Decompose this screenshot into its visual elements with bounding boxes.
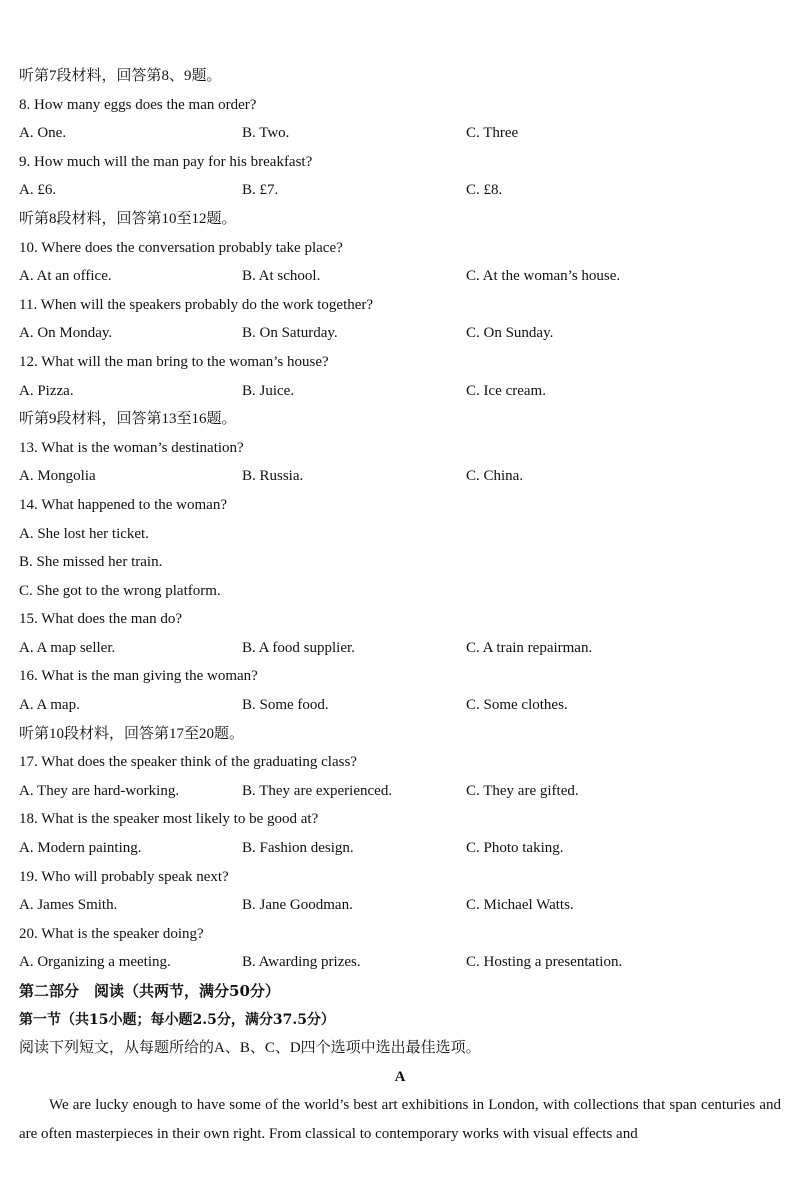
instruction-line xyxy=(19,62,781,91)
question-line xyxy=(19,605,781,634)
question-line-text: 18. What is the speaker most likely to be good at? xyxy=(19,811,319,828)
option-b: B. A food supplier. xyxy=(242,639,355,656)
answer-options-row xyxy=(19,634,781,663)
option-b: B. Some food. xyxy=(242,697,329,714)
question-line-text: A. She lost her ticket. xyxy=(19,525,149,542)
option-c: C. They are gifted. xyxy=(466,782,579,799)
question-line-text: 11. When will the speakers probably do the work together? xyxy=(19,296,374,313)
question-line xyxy=(19,520,781,549)
option-c: C. At the woman’s house. xyxy=(466,268,621,285)
answer-options-row xyxy=(19,834,781,863)
option-c: C. £8. xyxy=(466,182,503,199)
instruction-line xyxy=(19,405,781,434)
answer-options-row xyxy=(19,462,781,491)
answer-options-row xyxy=(19,948,781,977)
answer-options-row xyxy=(19,119,781,148)
option-a: A. James Smith. xyxy=(19,897,118,914)
section-heading-text: 第二部分 阅读（共两节，满分50分） xyxy=(19,982,280,1000)
option-b: B. Two. xyxy=(242,125,290,142)
passage-label xyxy=(19,1063,781,1092)
option-a: A. On Monday. xyxy=(19,325,113,342)
question-line xyxy=(19,148,781,177)
option-b: B. Fashion design. xyxy=(242,840,354,857)
instruction-line-text: 听第10段材料，回答第17至20题。 xyxy=(19,725,245,742)
question-line xyxy=(19,863,781,892)
option-a: A. A map seller. xyxy=(19,639,116,656)
question-line-text: 17. What does the speaker think of the graduating class? xyxy=(19,754,357,771)
question-line xyxy=(19,348,781,377)
option-a: A. A map. xyxy=(19,697,80,714)
question-line xyxy=(19,91,781,120)
question-line xyxy=(19,662,781,691)
option-c: C. China. xyxy=(466,468,524,485)
question-line-text: 12. What will the man bring to the woman’s house? xyxy=(19,353,329,370)
option-c: C. Some clothes. xyxy=(466,697,568,714)
answer-options-row xyxy=(19,262,781,291)
question-line-text: 8. How many eggs does the man order? xyxy=(19,96,257,113)
question-line-text: 10. Where does the conversation probably take place? xyxy=(19,239,343,256)
option-c: C. A train repairman. xyxy=(466,639,593,656)
question-line xyxy=(19,548,781,577)
question-line-text: 14. What happened to the woman? xyxy=(19,496,227,513)
question-line xyxy=(19,920,781,949)
question-line xyxy=(19,291,781,320)
answer-options-row xyxy=(19,891,781,920)
question-line xyxy=(19,234,781,263)
option-b: B. £7. xyxy=(242,182,279,199)
question-line-text: 19. Who will probably speak next? xyxy=(19,868,229,885)
option-a: A. £6. xyxy=(19,182,57,199)
option-c: C. Three xyxy=(466,125,519,142)
question-list xyxy=(19,62,781,1091)
option-a: A. Mongolia xyxy=(19,468,96,485)
subsection-heading xyxy=(19,1006,781,1035)
reading-passage-a xyxy=(19,1091,781,1148)
question-line xyxy=(19,748,781,777)
option-b: B. On Saturday. xyxy=(242,325,338,342)
option-b: B. They are experienced. xyxy=(242,782,393,799)
answer-options-row xyxy=(19,777,781,806)
option-a: A. Modern painting. xyxy=(19,840,142,857)
instruction-line-text: 阅读下列短文，从每题所给的A、B、C、D四个选项中选出最佳选项。 xyxy=(19,1040,481,1057)
answer-options-row xyxy=(19,691,781,720)
question-line xyxy=(19,577,781,606)
question-line-text: C. She got to the wrong platform. xyxy=(19,582,221,599)
option-b: B. At school. xyxy=(242,268,321,285)
instruction-line xyxy=(19,720,781,749)
option-b: B. Juice. xyxy=(242,382,295,399)
option-a: A. At an office. xyxy=(19,268,112,285)
option-c: C. Michael Watts. xyxy=(466,897,574,914)
question-line-text: 9. How much will the man pay for his breakfast? xyxy=(19,153,313,170)
instruction-line xyxy=(19,205,781,234)
option-a: A. They are hard-working. xyxy=(19,782,180,799)
option-b: B. Awarding prizes. xyxy=(242,954,361,971)
option-c: C. Hosting a presentation. xyxy=(466,954,623,971)
question-line-text: 13. What is the woman’s destination? xyxy=(19,439,244,456)
passage-text: We are lucky enough to have some of the world’s best art exhibitions in London, with collections that span centuries and are often masterpieces in their own right. From classical to contemporary works with visual effects and xyxy=(19,1097,781,1142)
instruction-line-text: 听第9段材料，回答第13至16题。 xyxy=(19,411,237,428)
instruction-line xyxy=(19,1034,781,1063)
answer-options-row xyxy=(19,377,781,406)
option-c: C. Photo taking. xyxy=(466,840,564,857)
question-line-text: 16. What is the man giving the woman? xyxy=(19,668,258,685)
passage-label-text: A xyxy=(394,1068,406,1085)
question-line xyxy=(19,805,781,834)
question-line-text: 20. What is the speaker doing? xyxy=(19,925,204,942)
option-b: B. Jane Goodman. xyxy=(242,897,353,914)
question-line-text: B. She missed her train. xyxy=(19,554,163,571)
option-b: B. Russia. xyxy=(242,468,304,485)
option-a: A. One. xyxy=(19,125,67,142)
option-c: C. On Sunday. xyxy=(466,325,554,342)
section-heading xyxy=(19,977,781,1006)
instruction-line-text: 听第7段材料，回答第8、9题。 xyxy=(19,68,222,84)
question-line-text: 15. What does the man do? xyxy=(19,611,183,628)
exam-page xyxy=(19,62,781,1149)
option-a: A. Organizing a meeting. xyxy=(19,954,171,971)
option-c: C. Ice cream. xyxy=(466,382,546,399)
option-a: A. Pizza. xyxy=(19,382,74,399)
instruction-line-text: 听第8段材料，回答第10至12题。 xyxy=(19,210,237,227)
question-line xyxy=(19,434,781,463)
answer-options-row xyxy=(19,319,781,348)
answer-options-row xyxy=(19,176,781,205)
subsection-heading-text: 第一节（共15小题；每小题2.5分，满分37.5分） xyxy=(19,1011,335,1028)
question-line xyxy=(19,491,781,520)
